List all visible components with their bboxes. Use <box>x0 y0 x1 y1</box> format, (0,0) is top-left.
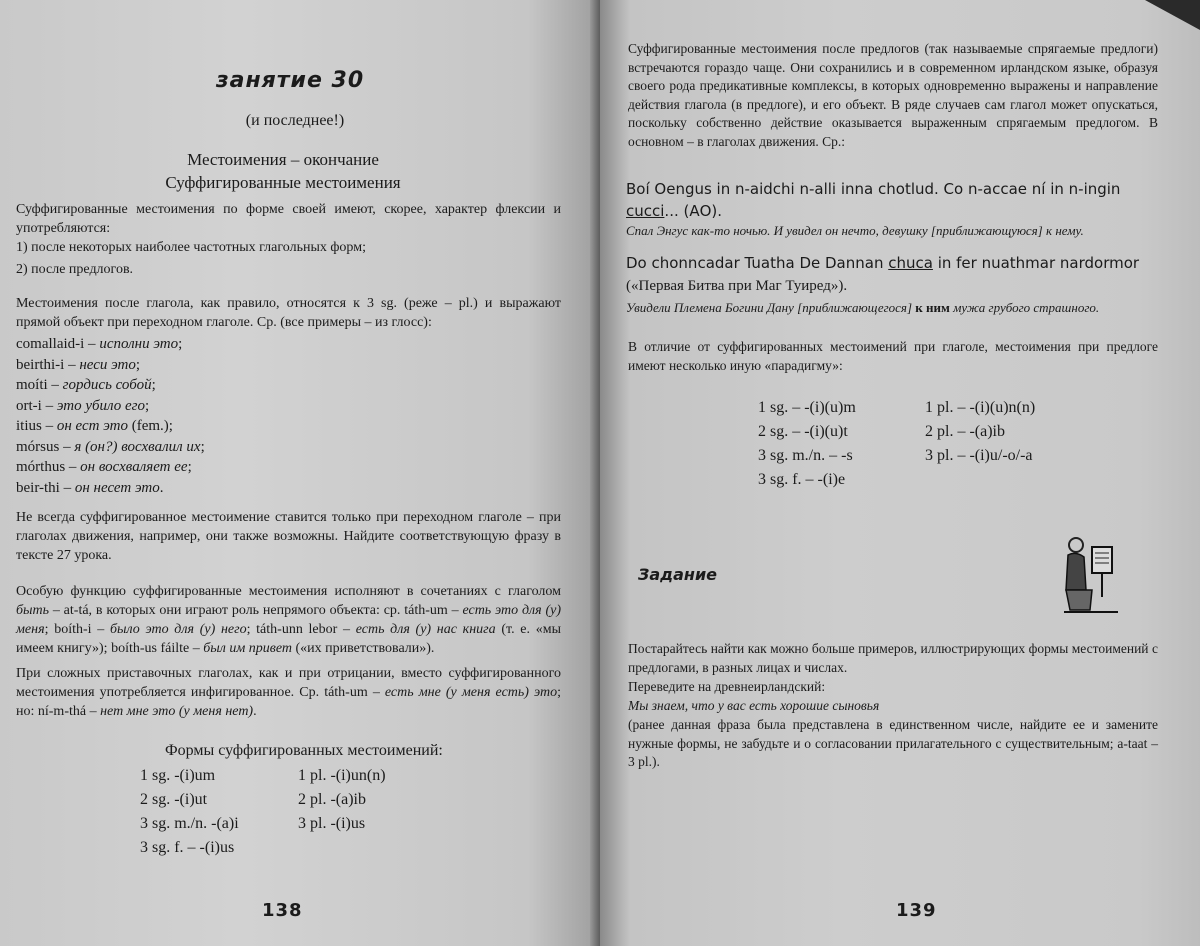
form-item: 3 sg. f. – -(i)us <box>140 839 235 856</box>
task-3: Мы знаем, что у вас есть хорошие сыновья <box>628 698 880 713</box>
task-4: (ранее данная фраза была представлена в единственном числе, найдите ее и замените нужные формы, не забудьте и о согласовании прилагательного с существительным; a-taat – 3 pl.). <box>628 717 1158 769</box>
example-sentence-1: Boí Oengus in n-aidchi n-alli inna chotlud. Co n-accae ní in n-ingin cucci... (АО). <box>626 180 1121 220</box>
infixed-paragraph: При сложных приставочных глаголах, как и при отрицании, вместо суффигированного местоимения употребляется инфигированное. Ср. táth-um – есть мне (у меня есть) это; но: ní-m-thá – нет мне это (у меня нет). <box>16 666 561 719</box>
form-item: 2 sg. – -(i)(u)t <box>758 423 848 440</box>
example-gloss-2: Увидели Племена Богини Дану [приближающегося] к ним мужа грубого страшного. <box>626 300 1100 315</box>
prepositions-paragraph: Суффигированные местоимения после предлогов (так называемые спрягаемые предлоги) встречаются гораздо чаще. Они сохранились и в современном ирландском языке, образуя своего рода предикативные комплексы, в которых одновременно выражены и направление действия глагола (в предлоге), и его объект. В ряде случаев сам глагол может опускаться, поскольку собственно действие оказывается выраженным спрягаемым предлогом. В основном – в глаголах движения. Ср.: <box>628 41 1158 149</box>
example-gloss-1: Спал Энгус как-то ночью. И увидел он нечто, девушку [приближающуюся] к нему. <box>626 223 1084 238</box>
example-item: ort-i – это убило его; <box>16 397 150 414</box>
forms-plural <box>298 764 386 836</box>
form-item: 3 sg. f. – -(i)e <box>758 471 846 488</box>
intro-item-1: 1) после некоторых наиболее частотных глагольных форм; <box>16 240 366 255</box>
lesson-title: занятие 30 <box>215 68 365 93</box>
example-item: beir-thi – он несет это. <box>16 479 164 496</box>
example-item: mórsus – я (он?) восхвалил их; <box>16 438 205 455</box>
form-item: 1 pl. -(i)un(n) <box>298 767 386 784</box>
form-item: 1 sg. -(i)um <box>140 767 216 784</box>
form-item: 1 sg. – -(i)(u)m <box>758 399 856 416</box>
form-item: 2 sg. -(i)ut <box>140 791 208 808</box>
form-item: 1 pl. – -(i)(u)n(n) <box>925 399 1036 416</box>
forms-heading: Формы суффигированных местоимений: <box>165 742 443 759</box>
page-number-left: 138 <box>262 900 303 921</box>
form-item: 3 pl. -(i)us <box>298 815 366 832</box>
example-sentence-2: Do chonncadar Tuatha De Dannan chuca in fer nuathmar nardormor («Первая Битва при Маг Туиред»). <box>626 254 1140 294</box>
intro-item-2: 2) после предлогов. <box>16 262 134 277</box>
form-item: 2 pl. – -(a)ib <box>925 423 1005 440</box>
right-page <box>600 0 1200 946</box>
section-heading: Местоимения – окончание <box>187 150 379 169</box>
lesson-subtitle: (и последнее!) <box>245 112 345 129</box>
motion-verbs-paragraph: Не всегда суффигированное местоимение ставится только при переходном глаголе – при глаголах движения, например, они также возможны. Найдите соответствующую фразу в тексте 27 урока. <box>16 510 561 563</box>
example-item: comallaid-i – исполни это; <box>16 336 183 352</box>
verb-pronouns-paragraph: Местоимения после глагола, как правило, относятся к 3 sg. (реже – pl.) и выражают прямой объект при переходном глаголе. Ср. (все примеры – из глосс): <box>16 296 561 330</box>
intro-paragraph: Суффигированные местоимения по форме своей имеют, скорее, характер флексии и употребляются: <box>16 202 561 236</box>
task-1: Постарайтесь найти как можно больше примеров, иллюстрирующих формы местоимений с предлогами, в разных лицах и числах. <box>628 641 1158 675</box>
scribe-illustration <box>1062 535 1120 615</box>
example-item: mórthus – он восхваляет ее; <box>16 459 192 475</box>
form-item: 3 sg. m./n. -(a)i <box>140 815 239 832</box>
copula-paragraph: Особую функцию суффигированные местоимения исполняют в сочетаниях с глаголом быть – at-tá, в которых они играют роль непрямого объекта: ср. táth-um – есть это для (у) меня; boíth-i – было это для (у) него; táth-unn lebor – есть для (у) нас книга (т. е. «мы имеем книгу»); boíth-us fáilte – был им привет («их приветствовали»). <box>16 584 562 656</box>
form-item: 3 pl. – -(i)u/-o/-a <box>925 447 1033 464</box>
dark-corner <box>1145 0 1200 30</box>
prep-forms-plural <box>925 396 1035 468</box>
example-item: moíti – гордись собой; <box>16 377 156 393</box>
page-number-right: 139 <box>896 900 937 921</box>
task-heading: Задание <box>638 565 717 584</box>
form-item: 3 sg. m./n. – -s <box>758 447 853 464</box>
form-item: 2 pl. -(a)ib <box>298 791 366 808</box>
prep-forms-singular <box>758 396 856 492</box>
forms-singular <box>140 764 239 860</box>
example-item: beirthi-i – неси это; <box>16 356 141 373</box>
subsection-heading: Суффигированные местоимения <box>165 173 401 192</box>
example-item: itius – он ест это (fem.); <box>16 418 173 434</box>
task-2: Переведите на древнеирландский: <box>628 679 826 694</box>
paradigm-paragraph: В отличие от суффигированных местоимений при глаголе, местоимения при предлоге имеют несколько иную «парадигму»: <box>628 339 1158 373</box>
examples-list <box>16 334 205 498</box>
